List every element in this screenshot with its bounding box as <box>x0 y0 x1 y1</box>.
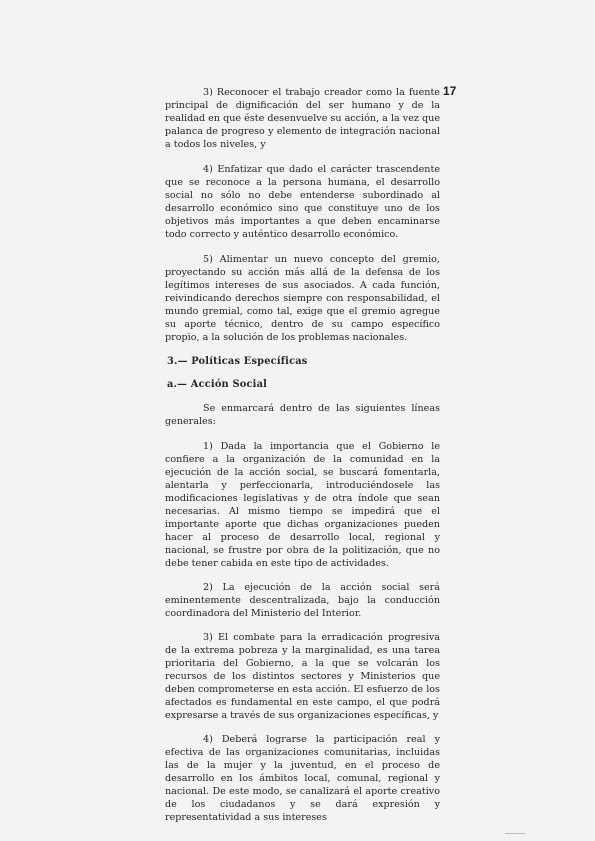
text-column <box>165 86 440 824</box>
intro-paragraph: Se enmarcará dentro de las siguientes líneas generales: <box>165 403 440 427</box>
social-point-2: 2) La ejecución de la acción social será eminentemente descentralizada, bajo la conducción coordinadora del Ministerio del Interior. <box>165 582 440 619</box>
social-point-3: 3) El combate para la erradicación progresiva de la extrema pobreza y la marginalidad, es una tarea prioritaria del Gobierno, a la que se volcarán los recursos de los distintos sectores y Ministerios que deben comprometerse en esta acción. El esfuerzo de los afectados es fundamental en este campo, el que podrá expresarse a través de sus organizaciones específicas, y <box>165 632 440 721</box>
general-point-5: 5) Alimentar un nuevo concepto del gremio, proyectando su acción más allá de la defensa de los legítimos intereses de sus asociados. A cada función, reivindicando derechos siempre con responsabilidad, el mundo gremial, como tal, exige que el gremio agregue su aporte técnico, dentro de su campo específico propio, a la solución de los problemas nacionales. <box>165 254 440 343</box>
general-point-4: 4) Enfatizar que dado el carácter trascendente que se reconoce a la persona humana, el desarrollo social no sólo no debe entenderse subordinado al desarrollo económico sino que constituye uno de los objetivos más importantes a que deben encaminarse todo correcto y auténtico desarrollo económico. <box>165 164 440 240</box>
social-point-4: 4) Deberá lograrse la participación real y efectiva de las organizaciones comunitarias, incluidas las de la mujer y la juventud, en el proceso de desarrollo en los ámbitos local, comunal, regional y nacional. De este modo, se canalizará el aporte creativo de los ciudadanos y se dará expresión y representatividad a sus intereses <box>165 734 440 823</box>
page-number: 17 <box>443 84 457 98</box>
subsection-heading: a.— Acción Social <box>167 379 268 390</box>
general-point-3: 3) Reconocer el trabajo creador como la fuente principal de dignificación del ser humano y de la realidad en que éste desenvuelve su acción, a la vez que palanca de progreso y elemento de integración nacional a todos los niveles, y <box>165 87 440 150</box>
social-point-1: 1) Dada la importancia que el Gobierno le confiere a la organización de la comunidad en la ejecución de la acción social, se buscará fomentarla, alentarla y perfeccionarla, introduciéndosele las modificaciones legislativas y de otra índole que sean necesarias. Al mismo tiempo se impedirá que el importante aporte que dichas organizaciones pueden hacer al proceso de desarrollo local, regional y nacional, se frustre por obra de la politización, que no debe tener cabida en este tipo de actividades. <box>165 441 440 569</box>
scan-mark <box>505 833 525 834</box>
section-heading: 3.— Políticas Específicas <box>167 356 308 367</box>
